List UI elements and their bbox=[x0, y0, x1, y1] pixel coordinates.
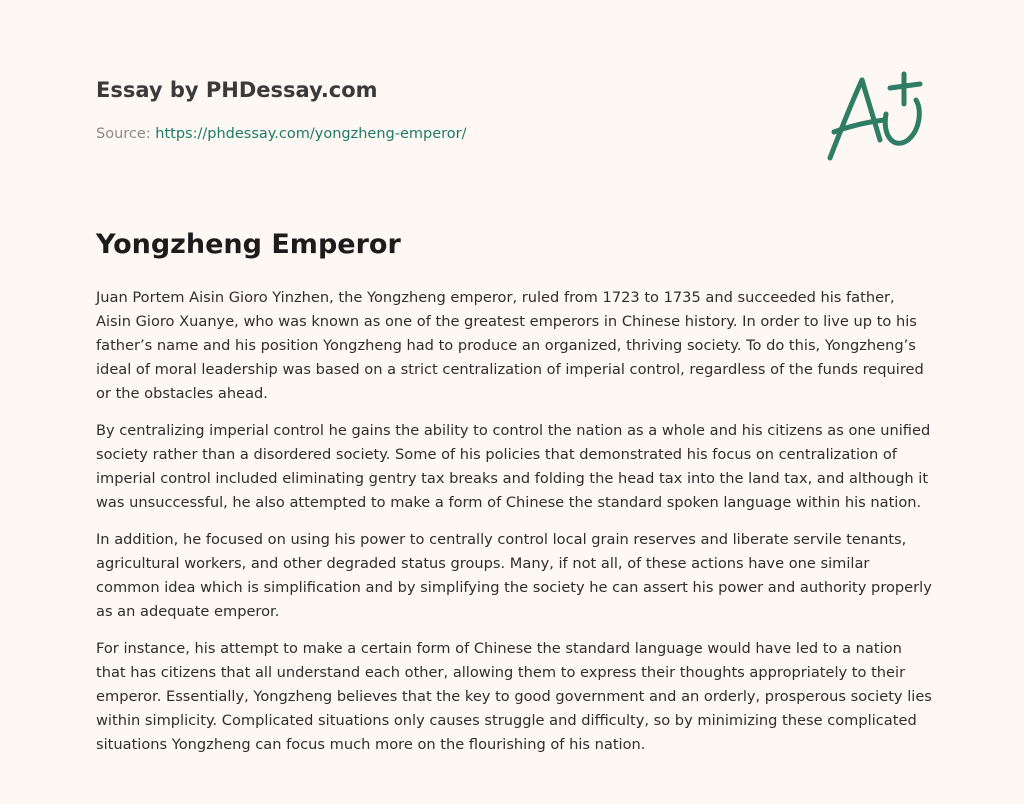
site-title: Essay by PHDessay.com bbox=[96, 78, 378, 102]
source-label: Source: bbox=[96, 126, 156, 142]
paragraph: In addition, he focused on using his power to centrally control local grain reserves and liberate servile tenants, agricultural workers, and other degraded status groups. Many, if not all, of these actions have one similar common idea which is simplification and by simplifying the society he can assert his power and authority properly as an adequate emperor. bbox=[96, 531, 932, 620]
paragraph: By centralizing imperial control he gains the ability to control the nation as a whole and his citizens as one unified society rather than a disordered society. Some of his policies that demonstrated his focus on centralization of imperial control included eliminating gentry tax breaks and folding the head tax into the land tax, and although it was unsuccessful, he also attempted to make a form of Chinese the standard spoken language within his nation. bbox=[96, 422, 931, 511]
article-body bbox=[96, 286, 932, 770]
paragraph: For instance, his attempt to make a certain form of Chinese the standard language would have led to a nation that has citizens that all understand each other, allowing them to express their thoughts appropriately to their emperor. Essentially, Yongzheng believes that the key to good government and an orderly, prosperous society lies within simplicity. Complicated situations only causes struggle and difficulty, so by minimizing these complicated situations Yongzheng can focus much more on the flourishing of his nation. bbox=[96, 640, 932, 753]
source-line bbox=[96, 124, 796, 144]
page-header bbox=[96, 76, 796, 144]
paragraph: Juan Portem Aisin Gioro Yinzhen, the Yongzheng emperor, ruled from 1723 to 1735 and succeeded his father, Aisin Gioro Xuanye, who was known as one of the greatest emperors in Chinese history. In order to live up to his father’s name and his position Yongzheng had to produce an organized, thriving society. To do this, Yongzheng’s ideal of moral leadership was based on a strict centralization of imperial control, regardless of the funds required or the obstacles ahead. bbox=[96, 289, 924, 402]
page-title: Yongzheng Emperor bbox=[96, 229, 401, 260]
a-plus-logo-icon bbox=[824, 70, 928, 164]
source-link[interactable]: https://phdessay.com/yongzheng-emperor/ bbox=[155, 126, 467, 142]
